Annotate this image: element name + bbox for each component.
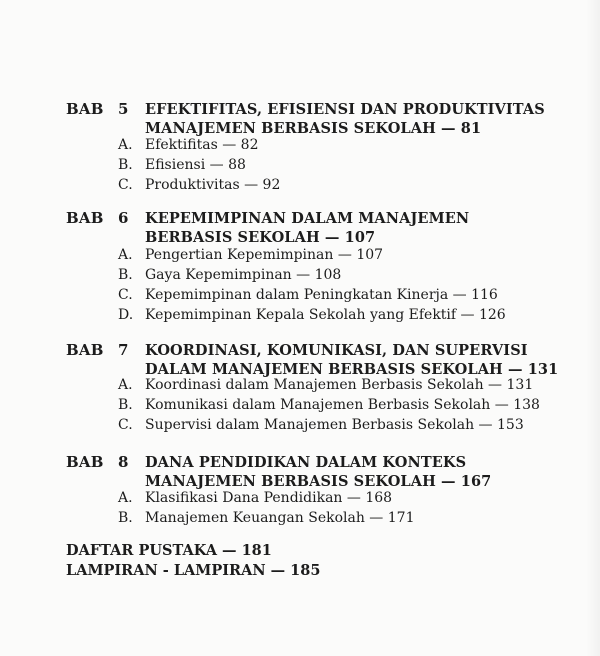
- entry-letter: B.: [118, 267, 133, 283]
- chapter-title-line-1: EFEKTIFITAS, EFISIENSI DAN PRODUKTIVITAS: [145, 101, 545, 118]
- entry-text: Koordinasi dalam Manajemen Berbasis Sekolah — 131: [145, 377, 534, 393]
- chapter-number: 5: [118, 100, 129, 118]
- entry-text: Produktivitas — 92: [145, 177, 281, 193]
- chapter-label: BAB: [66, 209, 104, 227]
- chapter-label: BAB: [66, 341, 104, 359]
- chapter-title: [145, 341, 565, 379]
- toc-entry: [0, 135, 600, 155]
- entry-letter: A.: [118, 377, 133, 393]
- entry-letter: A.: [118, 137, 133, 153]
- chapter-label: BAB: [66, 453, 104, 471]
- chapter-title-line-1: DANA PENDIDIKAN DALAM KONTEKS: [145, 454, 467, 471]
- toc-entry: [0, 265, 600, 285]
- entry-text: Efektifitas — 82: [145, 137, 259, 153]
- entry-text: Kepemimpinan dalam Peningkatan Kinerja — 116: [145, 287, 498, 303]
- entry-text: Supervisi dalam Manajemen Berbasis Sekolah — 153: [145, 417, 524, 433]
- entry-letter: A.: [118, 490, 133, 506]
- chapter-title: [145, 209, 565, 247]
- toc-entry: [0, 415, 600, 435]
- toc-entry: [0, 285, 600, 305]
- entry-letter: D.: [118, 307, 134, 323]
- chapter-title: [145, 453, 565, 491]
- entry-text: Manajemen Keuangan Sekolah — 171: [145, 510, 415, 526]
- chapter-label: BAB: [66, 100, 104, 118]
- chapter-title-line-2: BERBASIS SEKOLAH — 107: [145, 229, 376, 246]
- entry-letter: C.: [118, 287, 133, 303]
- chapter-title-line-1: KOORDINASI, KOMUNIKASI, DAN SUPERVISI: [145, 342, 528, 359]
- entry-letter: B.: [118, 510, 133, 526]
- chapter-number: 7: [118, 341, 129, 359]
- chapter-number: 6: [118, 209, 129, 227]
- toc-entry: [0, 375, 600, 395]
- entry-text: Klasifikasi Dana Pendidikan — 168: [145, 490, 393, 506]
- entry-letter: B.: [118, 157, 133, 173]
- toc-entry: [0, 508, 600, 528]
- chapter-title-line-2: DALAM MANAJEMEN BERBASIS SEKOLAH — 131: [145, 361, 559, 378]
- toc-entry: [0, 395, 600, 415]
- toc-entry: [0, 488, 600, 508]
- entry-letter: C.: [118, 417, 133, 433]
- entry-letter: C.: [118, 177, 133, 193]
- entry-text: Komunikasi dalam Manajemen Berbasis Sekolah — 138: [145, 397, 540, 413]
- chapter-title-line-2: MANAJEMEN BERBASIS SEKOLAH — 167: [145, 473, 492, 490]
- entry-letter: B.: [118, 397, 133, 413]
- bibliography-entry: DAFTAR PUSTAKA — 181: [66, 542, 272, 559]
- chapter-title-line-1: KEPEMIMPINAN DALAM MANAJEMEN: [145, 210, 470, 227]
- appendix-entry: LAMPIRAN - LAMPIRAN — 185: [66, 562, 321, 579]
- toc-entry: [0, 155, 600, 175]
- toc-entry: [0, 245, 600, 265]
- entry-text: Kepemimpinan Kepala Sekolah yang Efektif — 126: [145, 307, 506, 323]
- chapter-number: 8: [118, 453, 129, 471]
- chapter-title-line-2: MANAJEMEN BERBASIS SEKOLAH — 81: [145, 120, 482, 137]
- toc-entry: [0, 175, 600, 195]
- entry-text: Pengertian Kepemimpinan — 107: [145, 247, 384, 263]
- entry-text: Efisiensi — 88: [145, 157, 246, 173]
- chapter-title: [145, 100, 565, 138]
- entry-letter: A.: [118, 247, 133, 263]
- entry-text: Gaya Kepemimpinan — 108: [145, 267, 342, 283]
- toc-entry: [0, 305, 600, 325]
- page-edge-shadow: [586, 0, 600, 656]
